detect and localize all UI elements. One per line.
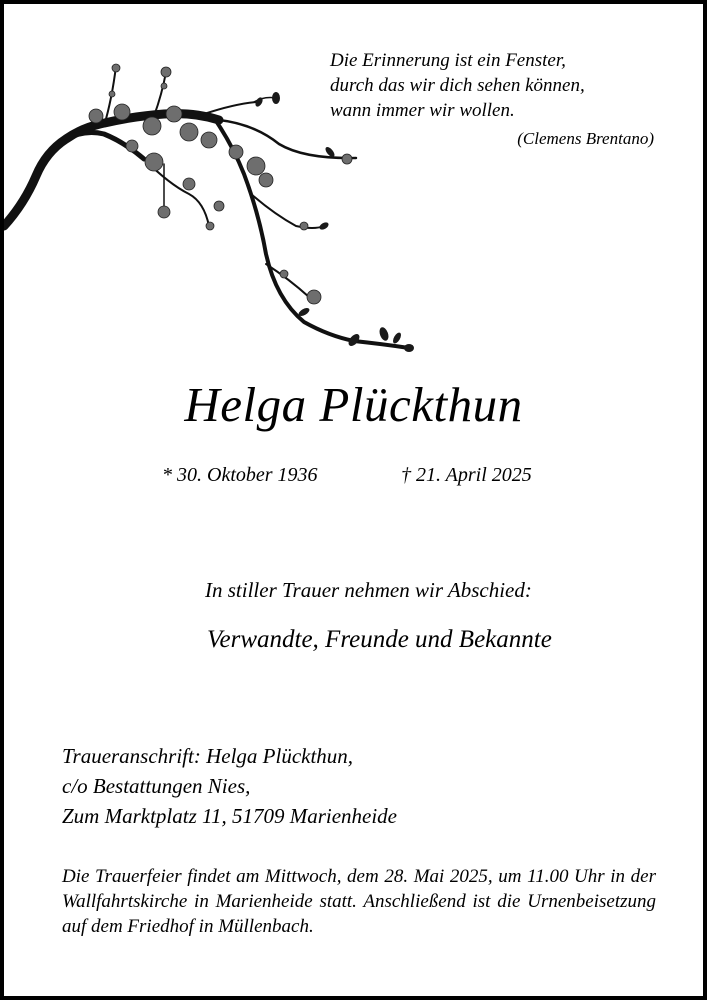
quote-block xyxy=(330,48,670,151)
death-date: † 21. April 2025 xyxy=(401,464,532,486)
quote-author: (Clemens Brentano) xyxy=(517,129,654,148)
quote-line: Die Erinnerung ist ein Fenster, xyxy=(330,50,566,71)
mourners-text: Verwandte, Freunde und Bekannte xyxy=(207,626,552,653)
deceased-name: Helga Plückthun xyxy=(184,377,523,432)
farewell-text: In stiller Trauer nehmen wir Abschied: xyxy=(205,578,532,602)
address-line: Traueranschrift: Helga Plückthun, xyxy=(62,744,354,768)
birth-date: * 30. Oktober 1936 xyxy=(162,464,318,486)
funeral-service-info: Die Trauerfeier findet am Mittwoch, dem 28. Mai 2025, um 11.00 Uhr in der Wallfahrtskirche in Marienheide statt. Anschließend ist die Urnenbeisetzung auf dem Friedhof in Müllenbach. xyxy=(62,866,656,937)
quote-line: wann immer wir wollen. xyxy=(330,100,515,121)
mourning-address xyxy=(62,741,397,831)
address-line: c/o Bestattungen Nies, xyxy=(62,774,251,798)
quote-line: durch das wir dich sehen können, xyxy=(330,75,585,96)
address-line: Zum Marktplatz 11, 51709 Marienheide xyxy=(62,804,397,828)
